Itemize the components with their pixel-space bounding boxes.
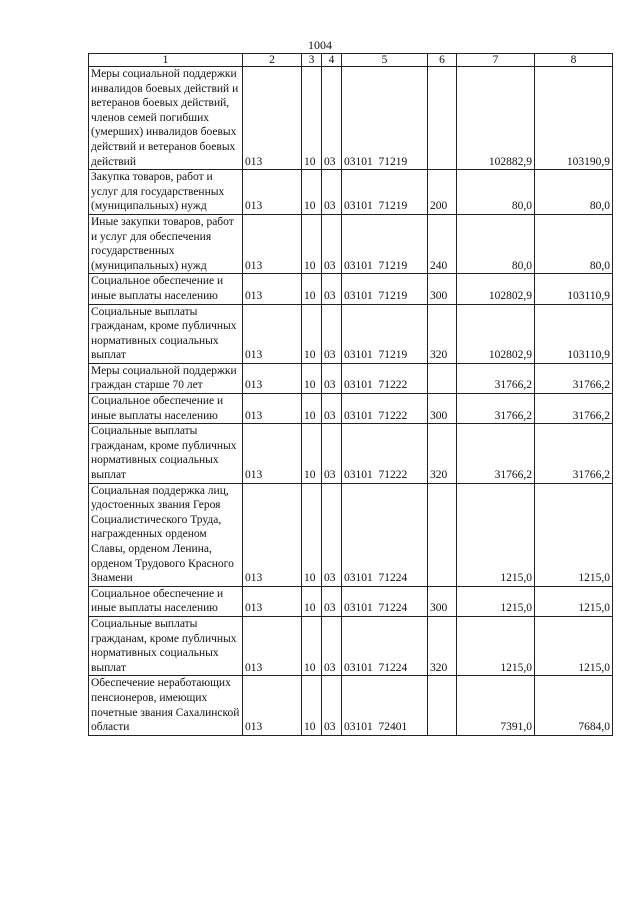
row-name: Иные закупки товаров, работ и услуг для обеспечения государственных (муниципальных) нужд (89, 214, 243, 273)
row-name: Социальные выплаты гражданам, кроме публичных нормативных социальных выплат (89, 304, 243, 363)
table-row (89, 67, 613, 170)
row-name: Социальная поддержка лиц, удостоенных звания Героя Социалистического Труда, награжденных орденом Славы, орденом Ленина, орденом Трудового Красного Знамени (89, 483, 243, 586)
expense-type-code (428, 363, 457, 393)
amount-year-1: 102802,9 (457, 304, 535, 363)
amount-year-1: 1215,0 (457, 586, 535, 616)
expense-type-code: 300 (428, 394, 457, 424)
ministry-code: 013 (243, 363, 302, 393)
section-code: 10 (302, 586, 322, 616)
expense-type-code: 320 (428, 304, 457, 363)
ministry-code: 013 (243, 483, 302, 586)
amount-year-2: 31766,2 (535, 394, 613, 424)
amount-year-2: 31766,2 (535, 363, 613, 393)
subsection-code: 03 (322, 67, 342, 170)
expense-type-code: 300 (428, 586, 457, 616)
ministry-code: 013 (243, 586, 302, 616)
target-article-code: 03101 72401 (342, 676, 428, 735)
ministry-code: 013 (243, 394, 302, 424)
amount-year-1: 102802,9 (457, 274, 535, 304)
page-number: 1004 (308, 38, 332, 52)
target-article-code: 03101 71222 (342, 363, 428, 393)
row-name: Социальное обеспечение и иные выплаты населению (89, 394, 243, 424)
amount-year-1: 80,0 (457, 170, 535, 215)
table-row (89, 676, 613, 735)
target-article-code: 03101 71222 (342, 394, 428, 424)
subsection-code: 03 (322, 616, 342, 675)
section-code: 10 (302, 67, 322, 170)
table-row (89, 304, 613, 363)
section-code: 10 (302, 424, 322, 483)
amount-year-1: 31766,2 (457, 363, 535, 393)
expense-type-code: 320 (428, 424, 457, 483)
section-code: 10 (302, 214, 322, 273)
ministry-code: 013 (243, 170, 302, 215)
table-row (89, 170, 613, 215)
expense-type-code: 300 (428, 274, 457, 304)
row-name: Социальные выплаты гражданам, кроме публичных нормативных социальных выплат (89, 424, 243, 483)
budget-table (88, 53, 613, 736)
table-row (89, 394, 613, 424)
expense-type-code (428, 483, 457, 586)
expense-type-code: 320 (428, 616, 457, 675)
expense-type-code (428, 67, 457, 170)
column-header: 7 (457, 54, 535, 67)
target-article-code: 03101 71219 (342, 304, 428, 363)
amount-year-1: 7391,0 (457, 676, 535, 735)
subsection-code: 03 (322, 483, 342, 586)
amount-year-2: 7684,0 (535, 676, 613, 735)
row-name: Социальное обеспечение и иные выплаты населению (89, 586, 243, 616)
amount-year-2: 80,0 (535, 214, 613, 273)
target-article-code: 03101 71224 (342, 616, 428, 675)
expense-type-code (428, 676, 457, 735)
target-article-code: 03101 71222 (342, 424, 428, 483)
amount-year-1: 102882,9 (457, 67, 535, 170)
row-name: Обеспечение неработающих пенсионеров, имеющих почетные звания Сахалинской области (89, 676, 243, 735)
column-header: 2 (243, 54, 302, 67)
target-article-code: 03101 71224 (342, 483, 428, 586)
amount-year-2: 1215,0 (535, 616, 613, 675)
subsection-code: 03 (322, 586, 342, 616)
column-header: 4 (322, 54, 342, 67)
target-article-code: 03101 71219 (342, 67, 428, 170)
target-article-code: 03101 71224 (342, 586, 428, 616)
subsection-code: 03 (322, 214, 342, 273)
table-row (89, 616, 613, 675)
amount-year-2: 1215,0 (535, 483, 613, 586)
expense-type-code: 200 (428, 170, 457, 215)
table-row (89, 586, 613, 616)
section-code: 10 (302, 616, 322, 675)
amount-year-1: 31766,2 (457, 394, 535, 424)
subsection-code: 03 (322, 676, 342, 735)
row-name: Меры социальной поддержки граждан старше 70 лет (89, 363, 243, 393)
amount-year-2: 103110,9 (535, 274, 613, 304)
section-code: 10 (302, 274, 322, 304)
subsection-code: 03 (322, 424, 342, 483)
ministry-code: 013 (243, 214, 302, 273)
amount-year-2: 31766,2 (535, 424, 613, 483)
row-name: Меры социальной поддержки инвалидов боевых действий и ветеранов боевых действий, членов семей погибших (умерших) инвалидов боевых действий и ветеранов боевых действий (89, 67, 243, 170)
section-code: 10 (302, 394, 322, 424)
column-header: 5 (342, 54, 428, 67)
ministry-code: 013 (243, 616, 302, 675)
ministry-code: 013 (243, 274, 302, 304)
section-code: 10 (302, 170, 322, 215)
ministry-code: 013 (243, 304, 302, 363)
header-row (89, 54, 613, 67)
amount-year-1: 80,0 (457, 214, 535, 273)
column-header: 6 (428, 54, 457, 67)
amount-year-2: 1215,0 (535, 586, 613, 616)
subsection-code: 03 (322, 170, 342, 215)
ministry-code: 013 (243, 424, 302, 483)
amount-year-1: 31766,2 (457, 424, 535, 483)
amount-year-2: 103110,9 (535, 304, 613, 363)
subsection-code: 03 (322, 304, 342, 363)
target-article-code: 03101 71219 (342, 274, 428, 304)
subsection-code: 03 (322, 394, 342, 424)
table-row (89, 214, 613, 273)
subsection-code: 03 (322, 274, 342, 304)
column-header: 3 (302, 54, 322, 67)
row-name: Социальное обеспечение и иные выплаты населению (89, 274, 243, 304)
section-code: 10 (302, 483, 322, 586)
table-row (89, 363, 613, 393)
target-article-code: 03101 71219 (342, 170, 428, 215)
table-row (89, 424, 613, 483)
row-name: Социальные выплаты гражданам, кроме публичных нормативных социальных выплат (89, 616, 243, 675)
section-code: 10 (302, 304, 322, 363)
target-article-code: 03101 71219 (342, 214, 428, 273)
row-name: Закупка товаров, работ и услуг для государственных (муниципальных) нужд (89, 170, 243, 215)
ministry-code: 013 (243, 67, 302, 170)
amount-year-2: 103190,9 (535, 67, 613, 170)
table-row (89, 274, 613, 304)
column-header: 8 (535, 54, 613, 67)
table-row (89, 483, 613, 586)
amount-year-1: 1215,0 (457, 483, 535, 586)
expense-type-code: 240 (428, 214, 457, 273)
section-code: 10 (302, 363, 322, 393)
amount-year-2: 80,0 (535, 170, 613, 215)
section-code: 10 (302, 676, 322, 735)
column-header: 1 (89, 54, 243, 67)
subsection-code: 03 (322, 363, 342, 393)
ministry-code: 013 (243, 676, 302, 735)
amount-year-1: 1215,0 (457, 616, 535, 675)
